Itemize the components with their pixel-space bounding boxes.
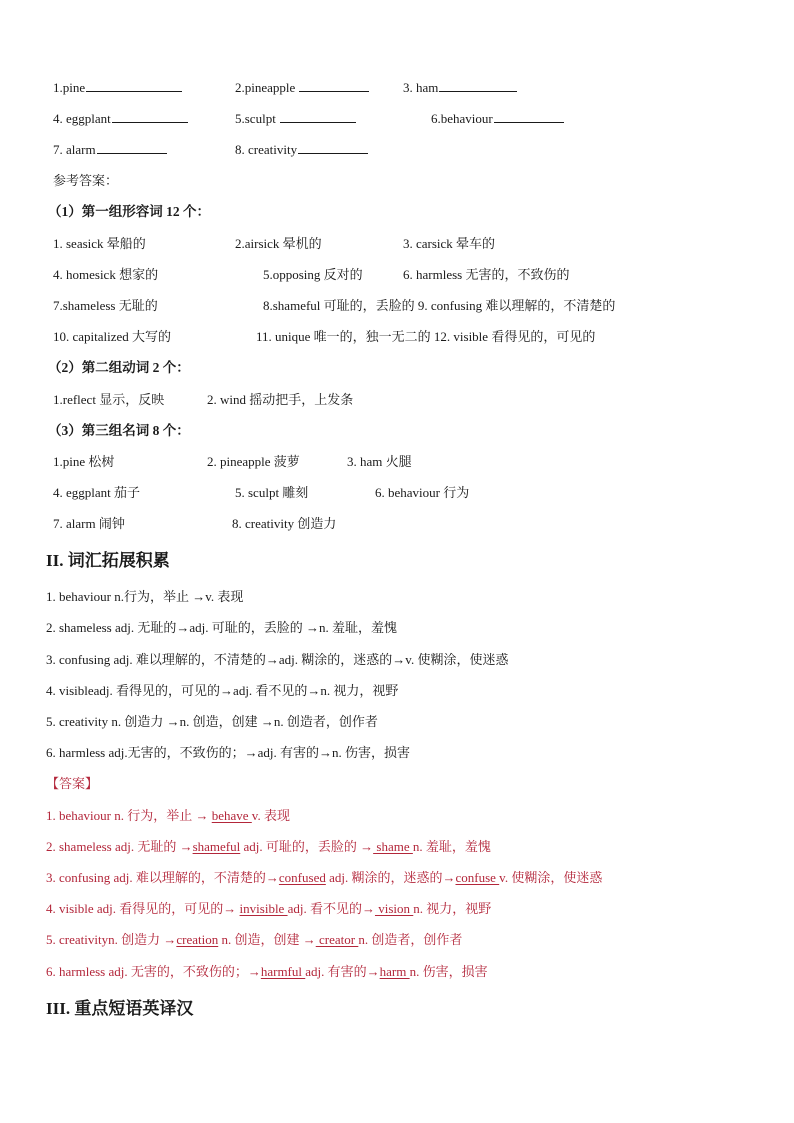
answer-line-6 bbox=[0, 961, 794, 983]
item-label: 2.pineapple bbox=[235, 80, 296, 95]
answer-fill: harm bbox=[379, 964, 410, 979]
group1-row-4 bbox=[0, 326, 794, 348]
answer-text: n. 羞耻，羞愧 bbox=[412, 839, 491, 854]
group2-row-1 bbox=[0, 389, 794, 411]
answer-fill: confused bbox=[278, 870, 326, 885]
vocab-item: 2. wind 摇动把手，上发条 bbox=[207, 392, 354, 407]
answer-text: adj. 可耻的，丢脸的 → bbox=[240, 839, 374, 854]
extension-text: 5. creativity n. 创造力 →n. 创造，创建 →n. 创造者，创作者 bbox=[46, 714, 378, 729]
answer-text: 1. behaviour n. 行为，举止 → bbox=[46, 808, 212, 823]
answer-text: 4. visible adj. 看得见的，可见的→ bbox=[46, 901, 240, 916]
answer-line-1 bbox=[0, 805, 794, 827]
answer-text: v. 使糊涂，使迷惑 bbox=[499, 870, 603, 885]
blank-item bbox=[403, 77, 517, 99]
answers-label-row bbox=[0, 170, 794, 192]
extension-text: 1. behaviour n.行为，举止 →v. 表现 bbox=[46, 589, 244, 604]
section-iii-heading: III. 重点短语英译汉 bbox=[46, 999, 194, 1018]
answer-blank[interactable] bbox=[298, 139, 368, 154]
vocab-item: 1.pine 松树 bbox=[53, 454, 115, 469]
vocab-item: 1.reflect 显示，反映 bbox=[53, 392, 165, 407]
blank-row-1 bbox=[0, 77, 794, 99]
answer-text: 2. shameless adj. 无耻的 → bbox=[46, 839, 193, 854]
answer-text: adj. 糊涂的，迷惑的→ bbox=[325, 870, 456, 885]
vocab-item: 2. pineapple 菠萝 bbox=[207, 454, 300, 469]
group3-title-row bbox=[0, 420, 794, 442]
answer-line-4 bbox=[0, 898, 794, 920]
blank-item bbox=[53, 139, 167, 161]
answer-line-3 bbox=[0, 867, 794, 889]
extension-line-6 bbox=[0, 742, 794, 764]
section-ii-heading: II. 词汇拓展积累 bbox=[46, 551, 170, 570]
vocab-item: 2.airsick 晕机的 bbox=[235, 236, 322, 251]
group1-title: （1）第一组形容词 12 个： bbox=[48, 204, 210, 219]
answer-fill: behave bbox=[211, 808, 252, 823]
answer-text: 5. creativityn. 创造力 → bbox=[46, 932, 177, 947]
answer-text: n. 伤害，损害 bbox=[409, 964, 488, 979]
vocab-item: 8. creativity 创造力 bbox=[232, 516, 337, 531]
answer-text: n. 创造，创建 → bbox=[218, 932, 316, 947]
vocab-item: 4. homesick 想家的 bbox=[53, 267, 159, 282]
extension-text: 2. shameless adj. 无耻的→adj. 可耻的，丢脸的 →n. 羞耻，羞愧 bbox=[46, 620, 397, 635]
answer-text: 6. harmless adj. 无害的，不致伤的；→ bbox=[46, 964, 261, 979]
answers-label: 参考答案： bbox=[53, 173, 119, 188]
group2-title: （2）第二组动词 2 个： bbox=[48, 360, 190, 375]
group1-row-2 bbox=[0, 264, 794, 286]
answer-fill: shameful bbox=[192, 839, 241, 854]
blank-item bbox=[53, 77, 182, 99]
item-label: 5.sculpt bbox=[235, 111, 276, 126]
answer-text: v. 表现 bbox=[251, 808, 290, 823]
vocab-item: 8.shameful 可耻的，丢脸的 9. confusing 难以理解的，不清楚的 bbox=[263, 298, 616, 313]
extension-line-5 bbox=[0, 711, 794, 733]
vocab-item: 5.opposing 反对的 bbox=[263, 267, 363, 282]
vocab-item: 1. seasick 晕船的 bbox=[53, 236, 146, 251]
answer-blank[interactable] bbox=[299, 77, 369, 92]
item-label: 6.behaviour bbox=[431, 111, 493, 126]
answer-blank[interactable] bbox=[112, 108, 188, 123]
group1-row-3 bbox=[0, 295, 794, 317]
answer-line-5 bbox=[0, 929, 794, 951]
answer-fill: vision bbox=[374, 901, 414, 916]
item-label: 8. creativity bbox=[235, 142, 298, 157]
group2-title-row bbox=[0, 357, 794, 379]
item-label: 3. ham bbox=[403, 80, 439, 95]
vocab-item: 6. harmless 无害的，不致伤的 bbox=[403, 267, 570, 282]
answer-blank[interactable] bbox=[439, 77, 517, 92]
answer-fill: invisible bbox=[239, 901, 288, 916]
item-label: 4. eggplant bbox=[53, 111, 111, 126]
answer-tag-row bbox=[0, 773, 794, 795]
extension-line-2 bbox=[0, 617, 794, 639]
answer-tag: 【答案】 bbox=[46, 776, 99, 791]
answer-fill: shame bbox=[373, 839, 413, 854]
extension-line-4 bbox=[0, 680, 794, 702]
blank-row-2 bbox=[0, 108, 794, 130]
vocab-item: 3. carsick 晕车的 bbox=[403, 236, 496, 251]
vocab-item: 4. eggplant 茄子 bbox=[53, 485, 141, 500]
group3-row-1 bbox=[0, 451, 794, 473]
extension-text: 4. visibleadj. 看得见的，可见的→adj. 看不见的→n. 视力，视野 bbox=[46, 683, 399, 698]
blank-row-3 bbox=[0, 139, 794, 161]
answer-fill: creator bbox=[315, 932, 359, 947]
answer-text: adj. 看不见的→ bbox=[287, 901, 375, 916]
blank-item bbox=[431, 108, 564, 130]
extension-text: 6. harmless adj.无害的，不致伤的；→adj. 有害的→n. 伤害，损害 bbox=[46, 745, 410, 760]
answer-text: 3. confusing adj. 难以理解的，不清楚的→ bbox=[46, 870, 279, 885]
vocab-item: 3. ham 火腿 bbox=[347, 454, 412, 469]
blank-item bbox=[235, 108, 356, 130]
blank-item bbox=[235, 77, 369, 99]
answer-text: n. 视力，视野 bbox=[413, 901, 492, 916]
extension-text: 3. confusing adj. 难以理解的，不清楚的→adj. 糊涂的，迷惑的→v. 使糊涂，使迷惑 bbox=[46, 652, 509, 667]
extension-line-3 bbox=[0, 649, 794, 671]
item-label: 1.pine bbox=[53, 80, 86, 95]
answer-fill: creation bbox=[176, 932, 219, 947]
vocab-item: 7.shameless 无耻的 bbox=[53, 298, 158, 313]
answer-text: n. 创造者，创作者 bbox=[358, 932, 463, 947]
extension-line-1 bbox=[0, 586, 794, 608]
group3-row-2 bbox=[0, 482, 794, 504]
vocab-item: 5. sculpt 雕刻 bbox=[235, 485, 309, 500]
answer-fill: confuse bbox=[455, 870, 500, 885]
group1-title-row bbox=[0, 201, 794, 223]
blank-item bbox=[235, 139, 368, 161]
group1-row-1 bbox=[0, 233, 794, 255]
vocab-item: 6. behaviour 行为 bbox=[375, 485, 470, 500]
answer-blank[interactable] bbox=[494, 108, 564, 123]
answer-blank[interactable] bbox=[86, 77, 182, 92]
answer-blank[interactable] bbox=[280, 108, 356, 123]
answer-fill: harmful bbox=[260, 964, 306, 979]
answer-blank[interactable] bbox=[97, 139, 167, 154]
answer-line-2 bbox=[0, 836, 794, 858]
item-label: 7. alarm bbox=[53, 142, 96, 157]
vocab-item: 7. alarm 闹钟 bbox=[53, 516, 125, 531]
answer-text: adj. 有害的→ bbox=[305, 964, 380, 979]
group3-row-3 bbox=[0, 513, 794, 535]
blank-item bbox=[53, 108, 188, 130]
vocab-item: 10. capitalized 大写的 bbox=[53, 329, 172, 344]
vocab-item: 11. unique 唯一的，独一无二的 12. visible 看得见的，可见的 bbox=[256, 329, 596, 344]
group3-title: （3）第三组名词 8 个： bbox=[48, 423, 190, 438]
